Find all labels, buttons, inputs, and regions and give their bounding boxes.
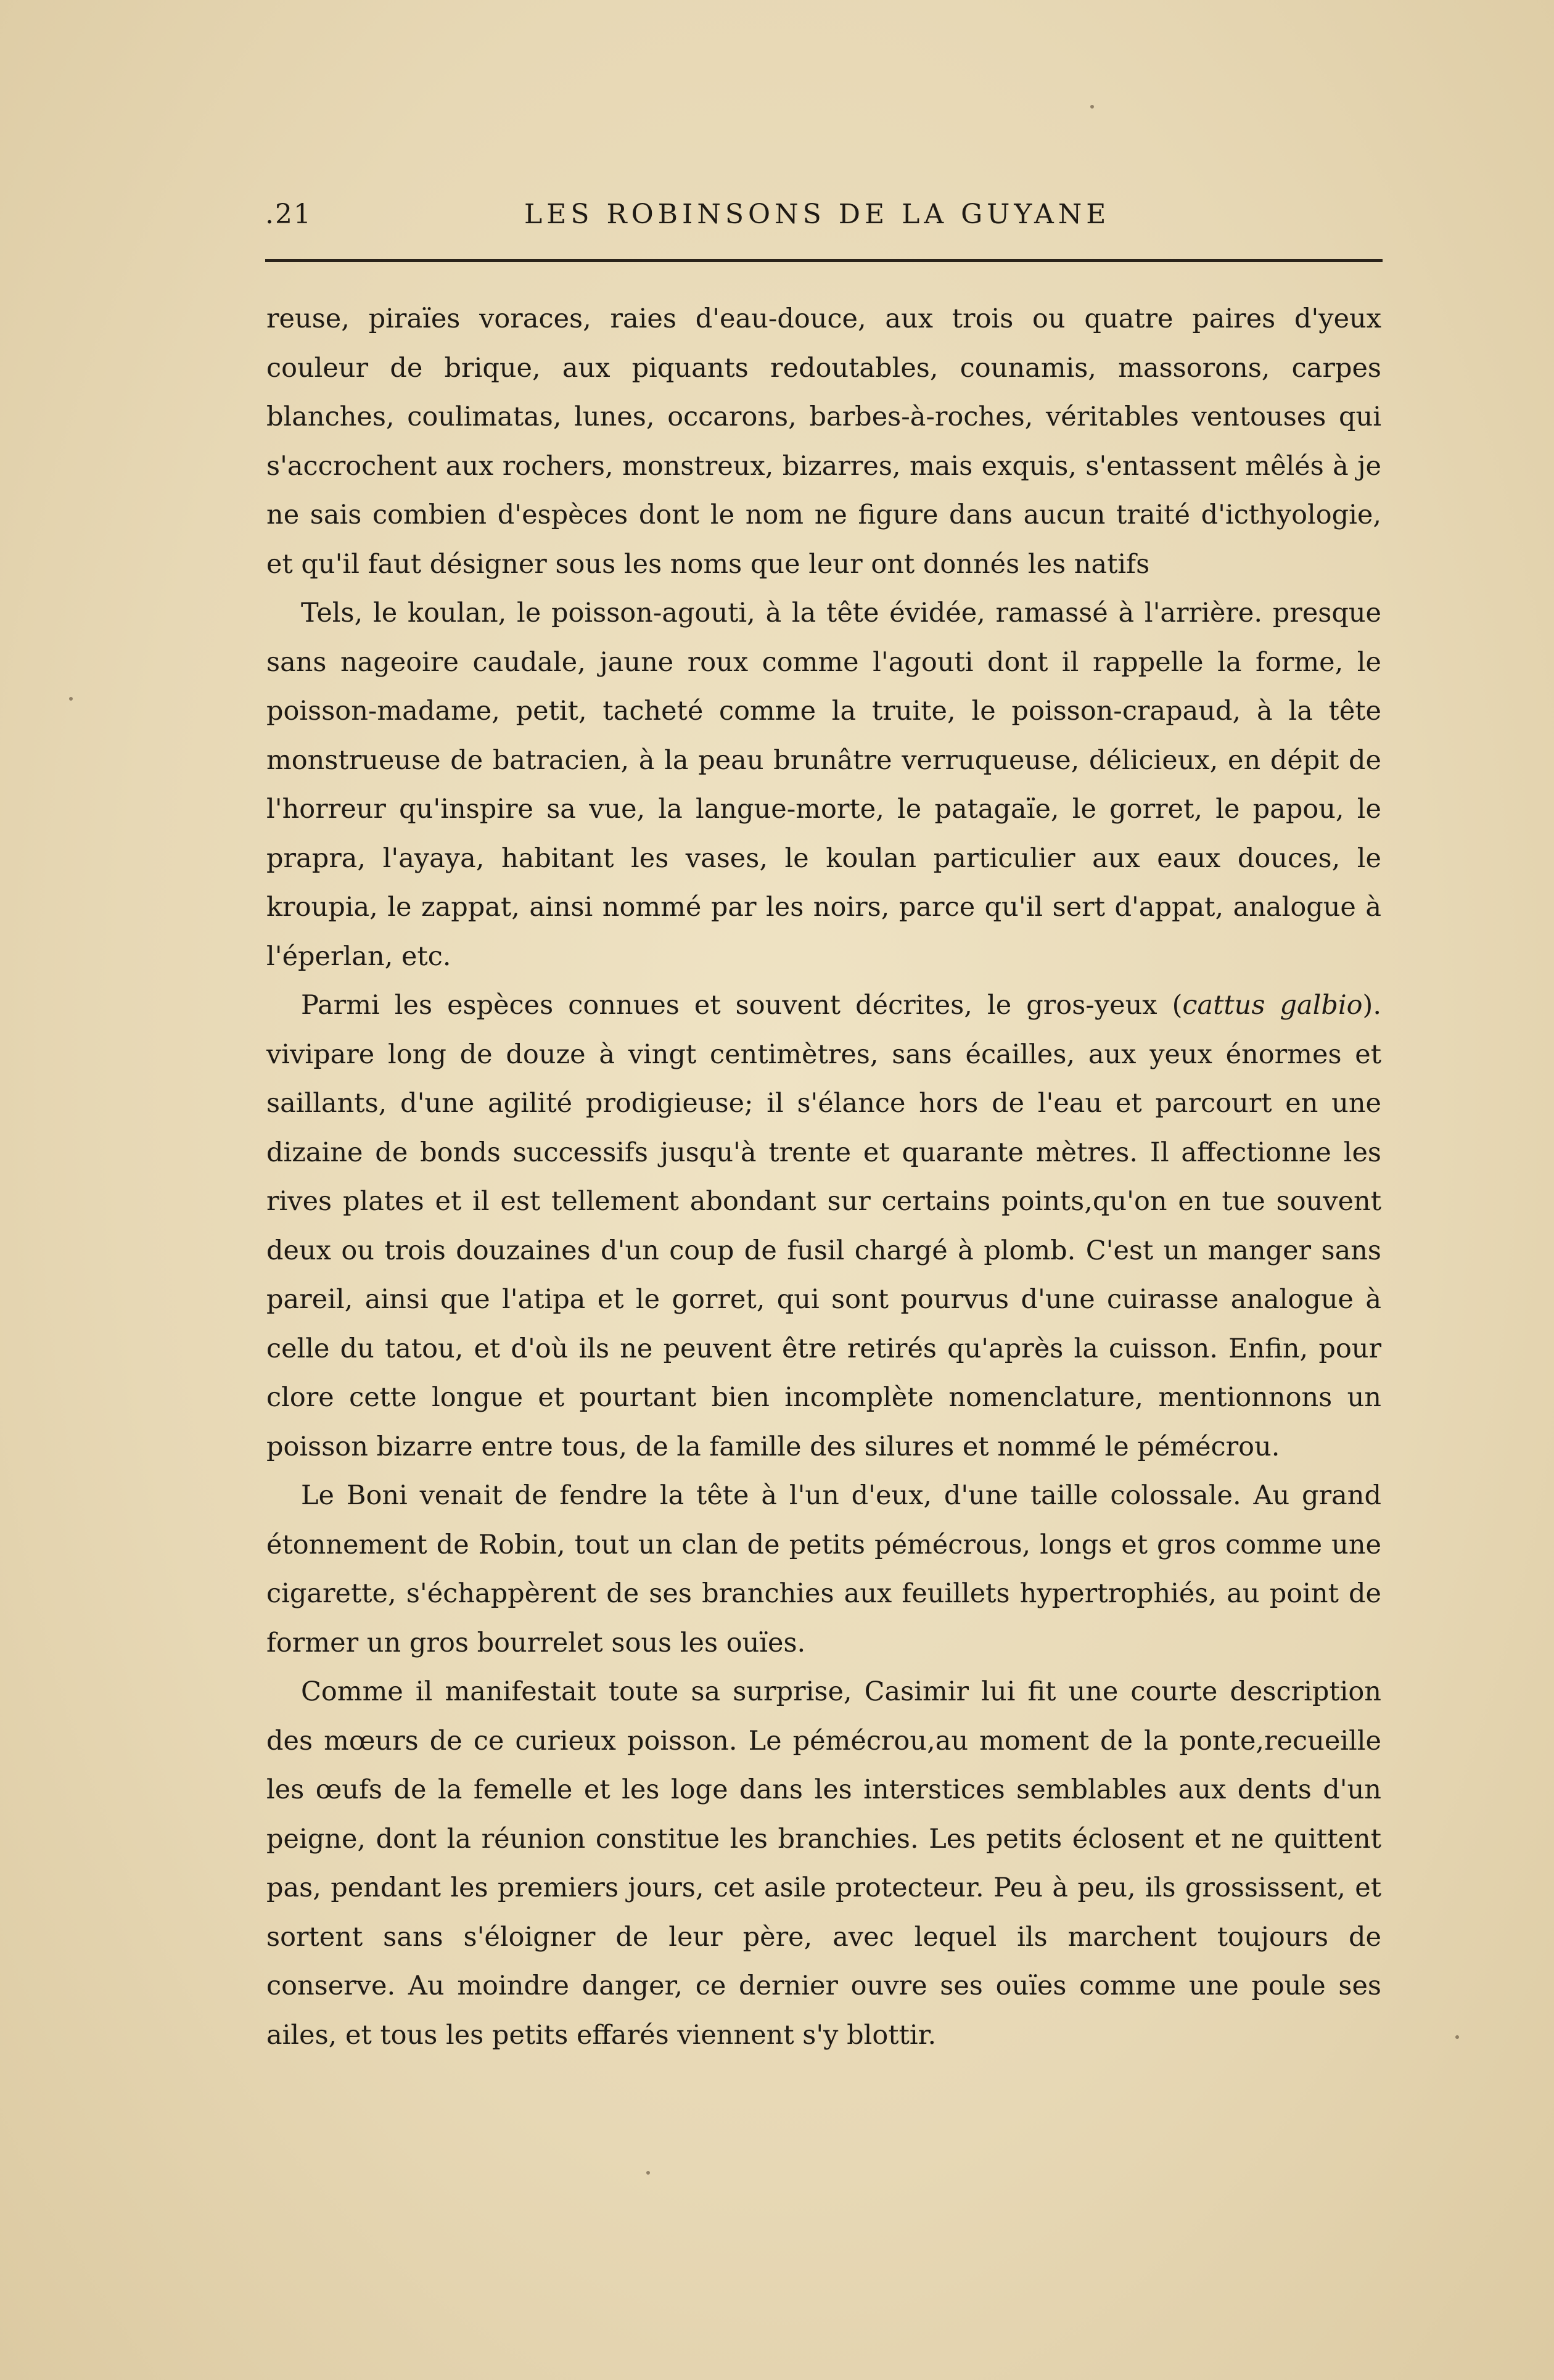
paragraph: Tels, le koulan, le poisson-agouti, à la tête évidée, ramassé à l'arrière. presque sans nageoire caudale, jaune roux comme l'agouti dont il rappelle la forme, le poisson-madame, petit, tacheté comme la truite, le poisson-crapaud, à la tête monstrueuse de batracien, à la peau brunâtre verruqueuse, délicieux, en dépit de l'horreur qu'inspire sa vue, la langue-morte, le patagaïe, le gorret, le papou, le prapra, l'ayaya, habitant les vases, le koulan particulier aux eaux douces, le kroupia, le zappat, ainsi nommé par les noirs, parce qu'il sert d'appat, analogue à l'éperlan, etc.: [266, 598, 1381, 972]
paper-speck: [1090, 105, 1094, 109]
paragraph: reuse, piraïes voraces, raies d'eau-douce, aux trois ou quatre paires d'yeux couleur de brique, aux piquants redoutables, counamis, massorons, carpes blanches, coulimatas, lunes, occarons, barbes-à-roches, véritables ventouses qui s'accrochent aux rochers, monstreux, bizarres, mais exquis, s'entassent mêlés à je ne sais combien d'espèces dont le nom ne figure dans aucun traité d'icthyologie, et qu'il faut désigner sous les noms que leur ont donnés les natifs: [266, 303, 1381, 580]
paper-speck: [69, 697, 73, 701]
paper-speck: [1455, 2035, 1459, 2039]
paragraph: Le Boni venait de fendre la tête à l'un d'eux, d'une taille colossale. Au grand étonnement de Robin, tout un clan de petits pémécrous, longs et gros comme une cigarette, s'échappèrent de ses branchies aux feuillets hypertrophiés, au point de former un gros bourrelet sous les ouïes.: [266, 1480, 1381, 1658]
paragraph-text: Parmi les espèces connues et souvent décrites, le gros-yeux (: [301, 990, 1183, 1021]
header-rule: [265, 259, 1383, 262]
body-text: [266, 295, 1381, 2060]
species-name: cattus galbio: [1182, 990, 1363, 1021]
page-header: [265, 199, 1375, 242]
paper-speck: [646, 2171, 650, 2175]
paragraph-text: ). vivipare long de douze à vingt centimètres, sans écailles, aux yeux énormes et saillants, d'une agilité prodigieuse; il s'élance hors de l'eau et parcourt en une dizaine de bonds successifs jusqu'à trente et quarante mètres. Il affectionne les rives plates et il est tellement abondant sur certains points,qu'on en tue souvent deux ou trois douzaines d'un coup de fusil chargé à plomb. C'est un manger sans pareil, ainsi que l'atipa et le gorret, qui sont pourvus d'une cuirasse analogue à celle du tatou, et d'où ils ne peuvent être retirés qu'après la cuisson. Enfin, pour clore cette longue et pourtant bien incomplète nomenclature, mentionnons un poisson bizarre entre tous, de la famille des silures et nommé le pémécrou.: [266, 990, 1381, 1462]
page-number: .21: [265, 199, 312, 230]
paragraph: [266, 981, 1381, 1472]
running-title: LES ROBINSONS DE LA GUYANE: [524, 199, 1111, 230]
paragraph: Comme il manifestait toute sa surprise, Casimir lui fit une courte description des mœurs de ce curieux poisson. Le pémécrou,au moment de la ponte,recueille les œufs de la femelle et les loge dans les interstices semblables aux dents d'un peigne, dont la réunion constitue les branchies. Les petits éclosent et ne quittent pas, pendant les premiers jours, cet asile protecteur. Peu à peu, ils grossissent, et sortent sans s'éloigner de leur père, avec lequel ils marchent toujours de conserve. Au moindre danger, ce dernier ouvre ses ouïes comme une poule ses ailes, et tous les petits effarés viennent s'y blottir.: [266, 1676, 1381, 2051]
